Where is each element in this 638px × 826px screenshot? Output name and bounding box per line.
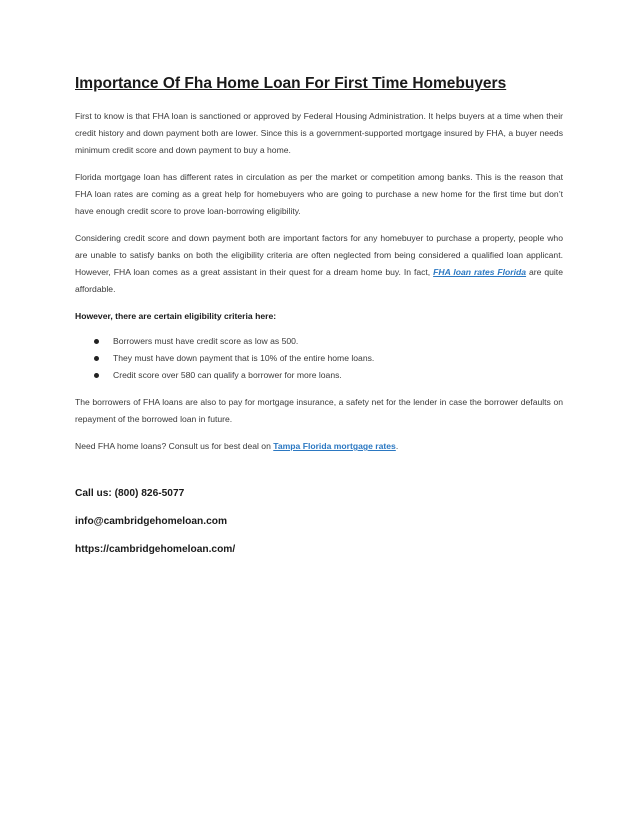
paragraph-consult-text: Need FHA home loans? Consult us for best deal on xyxy=(75,441,274,451)
paragraph-fha-intro: First to know is that FHA loan is sanctioned or approved by Federal Housing Administration. It helps buyers at a time when their credit history and down payment both are lower. Since this is a government-supported mortgage insured by FHA, a buyer needs minimum credit score and down payment to buy a home. xyxy=(75,111,563,155)
paragraph-credit-score-tail: are quite affordable. xyxy=(75,267,563,294)
paragraph-mortgage-insurance: The borrowers of FHA loans are also to pay for mortgage insurance, a safety net for the lender in case the borrower defaults on repayment of the borrowed loan in future. xyxy=(75,397,563,424)
contact-block xyxy=(75,487,563,557)
list-item-text: They must have down payment that is 10% of the entire home loans. xyxy=(113,353,375,363)
list-item xyxy=(75,333,563,350)
eligibility-list xyxy=(75,333,563,384)
document-title: Importance Of Fha Home Loan For First Time Homebuyers xyxy=(75,75,507,92)
contact-website: https://cambridgehomeloan.com/ xyxy=(75,544,236,555)
list-item xyxy=(75,367,563,384)
bullet-icon xyxy=(94,339,99,344)
list-item-text: Borrowers must have credit score as low as 500. xyxy=(113,336,299,346)
bullet-icon xyxy=(94,356,99,361)
tampa-florida-mortgage-rates-link[interactable]: Tampa Florida mortgage rates xyxy=(273,441,396,451)
document-page xyxy=(75,74,563,571)
paragraph-consult xyxy=(75,438,563,455)
paragraph-florida-rates: Florida mortgage loan has different rates in circulation as per the market or competition among banks. This is the reason that FHA loan rates are coming as a great help for homebuyers who are going to purchase a new home for the first time but don’t have enough credit score to prove loan-borrowing eligibility. xyxy=(75,172,563,216)
list-item-text: Credit score over 580 can qualify a borrower for more loans. xyxy=(113,370,342,380)
fha-loan-rates-florida-link[interactable]: FHA loan rates Florida xyxy=(433,267,527,277)
paragraph-credit-score xyxy=(75,230,563,298)
paragraph-credit-score-text: Considering credit score and down payment both are important factors for any homebuyer to purchase a property, people who are unable to satisfy banks on both the eligibility criteria are often neglected from being considered a qualified loan applicant. However, FHA loan comes as a great assistant in their quest for a dream home buy. In fact, xyxy=(75,233,563,277)
bullet-icon xyxy=(94,373,99,378)
paragraph-consult-tail: . xyxy=(395,441,399,451)
eligibility-subheading: However, there are certain eligibility criteria here: xyxy=(75,311,277,321)
list-item xyxy=(75,350,563,367)
contact-phone: Call us: (800) 826-5077 xyxy=(75,488,185,499)
contact-email: info@cambridgehomeloan.com xyxy=(75,516,228,527)
